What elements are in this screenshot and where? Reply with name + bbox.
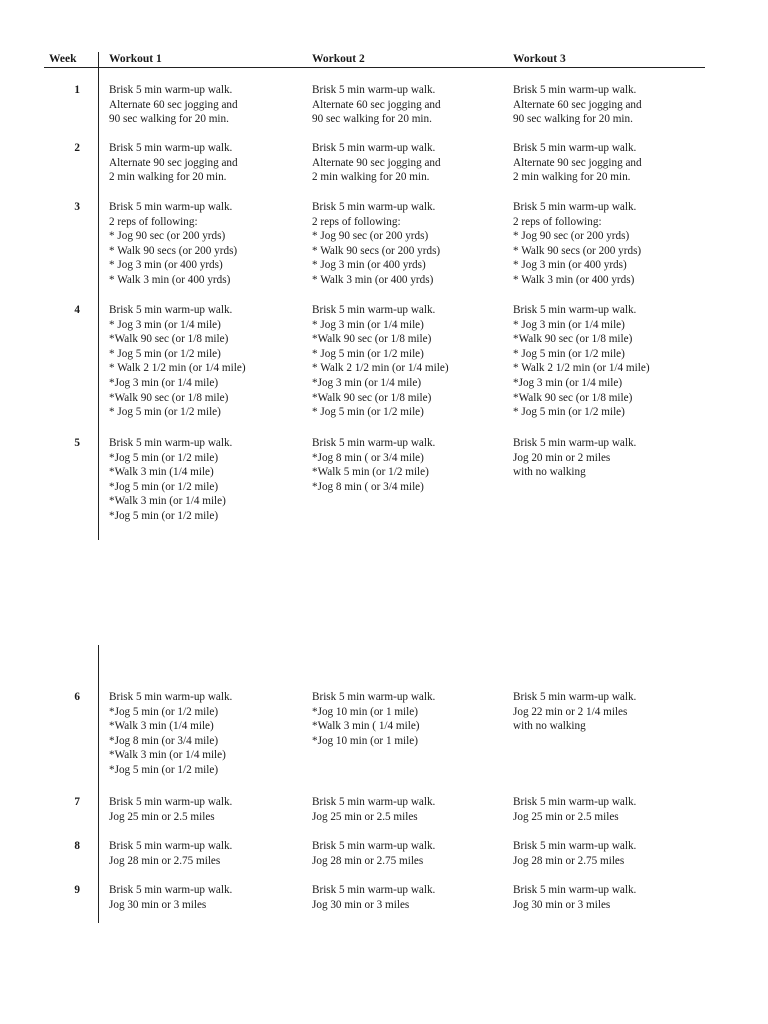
header-workout-1: Workout 1 bbox=[109, 53, 162, 65]
workout-2-cell bbox=[312, 141, 512, 185]
workout-line: Brisk 5 min warm-up walk. bbox=[513, 840, 637, 852]
workout-line: * Jog 5 min (or 1/2 mile) bbox=[513, 347, 625, 360]
workout-line: *Jog 10 min (or 1 mile) bbox=[312, 734, 418, 747]
workout-1-cell bbox=[109, 303, 309, 420]
workout-line: *Jog 5 min (or 1/2 mile) bbox=[109, 480, 219, 493]
workout-line: *Jog 10 min (or 1 mile) bbox=[312, 705, 418, 718]
week-number: 4 bbox=[74, 304, 80, 316]
workout-line: *Jog 5 min (or 1/2 mile) bbox=[109, 509, 219, 522]
workout-3-cell bbox=[513, 690, 713, 734]
header-rule bbox=[44, 67, 705, 68]
workout-line: Brisk 5 min warm-up walk. bbox=[109, 142, 233, 154]
workout-2-cell bbox=[312, 795, 512, 824]
workout-2-cell bbox=[312, 690, 512, 748]
header-workout-2: Workout 2 bbox=[312, 53, 365, 65]
workout-line: *Jog 5 min (or 1/2 mile) bbox=[109, 451, 219, 464]
workout-line: Jog 28 min or 2.75 miles bbox=[513, 854, 625, 867]
workout-line: Brisk 5 min warm-up walk. bbox=[513, 142, 637, 154]
workout-line: Brisk 5 min warm-up walk. bbox=[312, 437, 436, 449]
workout-line: Alternate 90 sec jogging and bbox=[312, 156, 441, 169]
workout-line: * Jog 3 min (or 400 yrds) bbox=[312, 259, 426, 272]
workout-line: Brisk 5 min warm-up walk. bbox=[312, 304, 436, 316]
workout-line: *Walk 90 sec (or 1/8 mile) bbox=[109, 391, 229, 404]
workout-line: *Jog 3 min (or 1/4 mile) bbox=[513, 376, 623, 389]
workout-line: *Jog 3 min (or 1/4 mile) bbox=[109, 376, 219, 389]
workout-line: * Walk 2 1/2 min (or 1/4 mile) bbox=[109, 362, 246, 375]
workout-line: Alternate 90 sec jogging and bbox=[513, 156, 642, 169]
week-column-divider bbox=[98, 645, 99, 923]
workout-line: *Jog 5 min (or 1/2 mile) bbox=[109, 763, 219, 776]
workout-line: * Jog 5 min (or 1/2 mile) bbox=[312, 406, 424, 419]
workout-line: Brisk 5 min warm-up walk. bbox=[312, 884, 436, 896]
workout-line: *Jog 5 min (or 1/2 mile) bbox=[109, 705, 219, 718]
workout-2-cell bbox=[312, 436, 512, 494]
workout-line: with no walking bbox=[513, 466, 586, 479]
workout-line: Brisk 5 min warm-up walk. bbox=[513, 691, 637, 703]
workout-line: * Jog 90 sec (or 200 yrds) bbox=[312, 230, 429, 243]
week-number: 6 bbox=[74, 691, 80, 703]
workout-1-cell bbox=[109, 883, 309, 912]
workout-line: 90 sec walking for 20 min. bbox=[312, 113, 432, 126]
workout-line: Brisk 5 min warm-up walk. bbox=[513, 84, 637, 96]
workout-line: *Walk 90 sec (or 1/8 mile) bbox=[109, 333, 229, 346]
workout-line: *Walk 3 min (or 1/4 mile) bbox=[109, 495, 226, 508]
workout-line: * Jog 5 min (or 1/2 mile) bbox=[513, 406, 625, 419]
workout-line: 90 sec walking for 20 min. bbox=[109, 113, 229, 126]
workout-1-cell bbox=[109, 436, 309, 524]
workout-line: Jog 30 min or 3 miles bbox=[109, 898, 207, 911]
week-number: 8 bbox=[74, 840, 80, 852]
workout-3-cell bbox=[513, 436, 713, 480]
workout-line: *Jog 3 min (or 1/4 mile) bbox=[312, 376, 422, 389]
workout-line: * Jog 90 sec (or 200 yrds) bbox=[513, 230, 630, 243]
workout-line: Brisk 5 min warm-up walk. bbox=[513, 304, 637, 316]
workout-line: * Jog 3 min (or 400 yrds) bbox=[109, 259, 223, 272]
workout-3-cell bbox=[513, 200, 713, 288]
workout-1-cell bbox=[109, 839, 309, 868]
workout-line: Alternate 60 sec jogging and bbox=[312, 98, 441, 111]
workout-line: * Walk 3 min (or 400 yrds) bbox=[312, 273, 434, 286]
workout-3-cell bbox=[513, 303, 713, 420]
workout-line: Alternate 90 sec jogging and bbox=[109, 156, 238, 169]
workout-line: * Jog 90 sec (or 200 yrds) bbox=[109, 230, 226, 243]
workout-line: * Jog 5 min (or 1/2 mile) bbox=[109, 406, 221, 419]
workout-2-cell bbox=[312, 83, 512, 127]
workout-line: * Jog 3 min (or 400 yrds) bbox=[513, 259, 627, 272]
workout-line: *Walk 90 sec (or 1/8 mile) bbox=[312, 333, 432, 346]
workout-3-cell bbox=[513, 839, 713, 868]
workout-line: * Walk 90 secs (or 200 yrds) bbox=[312, 244, 441, 257]
workout-line: * Jog 5 min (or 1/2 mile) bbox=[109, 347, 221, 360]
workout-2-cell bbox=[312, 839, 512, 868]
workout-line: 2 reps of following: bbox=[513, 215, 602, 228]
workout-3-cell bbox=[513, 141, 713, 185]
week-number: 2 bbox=[74, 142, 80, 154]
workout-line: Brisk 5 min warm-up walk. bbox=[109, 840, 233, 852]
workout-1-cell bbox=[109, 200, 309, 288]
workout-line: Brisk 5 min warm-up walk. bbox=[312, 796, 436, 808]
workout-line: 2 reps of following: bbox=[109, 215, 198, 228]
workout-3-cell bbox=[513, 795, 713, 824]
workout-line: 90 sec walking for 20 min. bbox=[513, 113, 633, 126]
workout-line: * Jog 3 min (or 1/4 mile) bbox=[513, 318, 625, 331]
workout-line: Brisk 5 min warm-up walk. bbox=[312, 84, 436, 96]
workout-line: 2 min walking for 20 min. bbox=[109, 171, 227, 184]
workout-line: 2 reps of following: bbox=[312, 215, 401, 228]
workout-line: *Walk 90 sec (or 1/8 mile) bbox=[312, 391, 432, 404]
workout-line: * Walk 3 min (or 400 yrds) bbox=[513, 273, 635, 286]
workout-line: Jog 28 min or 2.75 miles bbox=[312, 854, 424, 867]
workout-line: *Walk 3 min (or 1/4 mile) bbox=[109, 749, 226, 762]
week-number: 1 bbox=[74, 84, 80, 96]
workout-1-cell bbox=[109, 141, 309, 185]
header-workout-3: Workout 3 bbox=[513, 53, 566, 65]
workout-1-cell bbox=[109, 690, 309, 778]
workout-line: Jog 30 min or 3 miles bbox=[513, 898, 611, 911]
workout-3-cell bbox=[513, 883, 713, 912]
workout-line: Jog 25 min or 2.5 miles bbox=[109, 810, 215, 823]
workout-line: Brisk 5 min warm-up walk. bbox=[312, 840, 436, 852]
workout-line: Jog 25 min or 2.5 miles bbox=[513, 810, 619, 823]
workout-line: Brisk 5 min warm-up walk. bbox=[109, 884, 233, 896]
week-number: 7 bbox=[74, 796, 80, 808]
workout-line: *Jog 8 min (or 3/4 mile) bbox=[109, 734, 219, 747]
workout-line: * Jog 5 min (or 1/2 mile) bbox=[312, 347, 424, 360]
workout-line: Jog 30 min or 3 miles bbox=[312, 898, 410, 911]
workout-line: * Walk 90 secs (or 200 yrds) bbox=[109, 244, 238, 257]
workout-line: *Walk 3 min (1/4 mile) bbox=[109, 720, 214, 733]
workout-2-cell bbox=[312, 200, 512, 288]
workout-line: Brisk 5 min warm-up walk. bbox=[109, 691, 233, 703]
workout-2-cell bbox=[312, 883, 512, 912]
workout-line: *Walk 3 min ( 1/4 mile) bbox=[312, 720, 420, 733]
workout-line: *Walk 3 min (1/4 mile) bbox=[109, 466, 214, 479]
workout-1-cell bbox=[109, 795, 309, 824]
workout-line: Alternate 60 sec jogging and bbox=[109, 98, 238, 111]
workout-line: * Walk 3 min (or 400 yrds) bbox=[109, 273, 231, 286]
week-column-divider bbox=[98, 52, 99, 540]
workout-line: Alternate 60 sec jogging and bbox=[513, 98, 642, 111]
workout-line: * Jog 3 min (or 1/4 mile) bbox=[109, 318, 221, 331]
workout-line: * Walk 2 1/2 min (or 1/4 mile) bbox=[513, 362, 650, 375]
workout-line: 2 min walking for 20 min. bbox=[312, 171, 430, 184]
workout-line: Brisk 5 min warm-up walk. bbox=[109, 201, 233, 213]
workout-line: Brisk 5 min warm-up walk. bbox=[312, 201, 436, 213]
workout-line: Brisk 5 min warm-up walk. bbox=[109, 304, 233, 316]
workout-line: 2 min walking for 20 min. bbox=[513, 171, 631, 184]
workout-line: Brisk 5 min warm-up walk. bbox=[513, 201, 637, 213]
workout-line: Brisk 5 min warm-up walk. bbox=[109, 437, 233, 449]
workout-line: Brisk 5 min warm-up walk. bbox=[513, 796, 637, 808]
week-number: 5 bbox=[74, 437, 80, 449]
workout-line: Jog 22 min or 2 1/4 miles bbox=[513, 705, 628, 718]
header-week: Week bbox=[49, 53, 77, 65]
workout-line: Brisk 5 min warm-up walk. bbox=[109, 796, 233, 808]
workout-line: Brisk 5 min warm-up walk. bbox=[513, 437, 637, 449]
workout-line: *Walk 90 sec (or 1/8 mile) bbox=[513, 391, 633, 404]
workout-line: * Walk 90 secs (or 200 yrds) bbox=[513, 244, 642, 257]
workout-2-cell bbox=[312, 303, 512, 420]
workout-line: Brisk 5 min warm-up walk. bbox=[312, 691, 436, 703]
workout-line: *Walk 90 sec (or 1/8 mile) bbox=[513, 333, 633, 346]
workout-line: Jog 28 min or 2.75 miles bbox=[109, 854, 221, 867]
workout-line: *Walk 5 min (or 1/2 mile) bbox=[312, 466, 429, 479]
workout-line: with no walking bbox=[513, 720, 586, 733]
workout-line: Brisk 5 min warm-up walk. bbox=[312, 142, 436, 154]
workout-3-cell bbox=[513, 83, 713, 127]
week-number: 9 bbox=[74, 884, 80, 896]
week-number: 3 bbox=[74, 201, 80, 213]
workout-line: * Jog 3 min (or 1/4 mile) bbox=[312, 318, 424, 331]
workout-1-cell bbox=[109, 83, 309, 127]
workout-line: *Jog 8 min ( or 3/4 mile) bbox=[312, 451, 424, 464]
workout-line: Brisk 5 min warm-up walk. bbox=[109, 84, 233, 96]
workout-line: * Walk 2 1/2 min (or 1/4 mile) bbox=[312, 362, 449, 375]
workout-line: Brisk 5 min warm-up walk. bbox=[513, 884, 637, 896]
workout-line: Jog 25 min or 2.5 miles bbox=[312, 810, 418, 823]
workout-line: Jog 20 min or 2 miles bbox=[513, 451, 611, 464]
workout-line: *Jog 8 min ( or 3/4 mile) bbox=[312, 480, 424, 493]
